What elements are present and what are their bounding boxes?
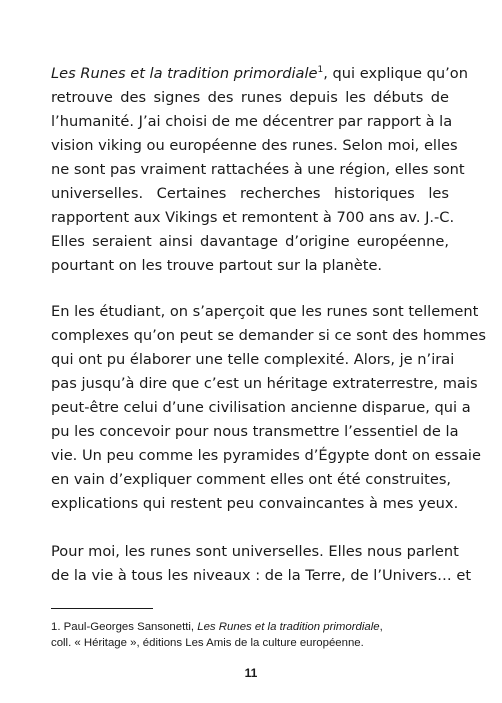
text-line: Elles seraient ainsi davantage d’origine européenne, (51, 233, 449, 250)
footnote-line: coll. « Héritage », éditions Les Amis de la culture européenne. (51, 637, 364, 649)
footnote-book-title: Les Runes et la tradition primordiale (197, 621, 380, 633)
footnote (51, 619, 451, 651)
text-line: rapportent aux Vikings et remontent à 700 ans av. J.-C. (51, 209, 455, 226)
text-line: Les Runes et la tradition primordiale$^1$, qui explique qu’on (51, 65, 468, 82)
text-line: En les étudiant, on s’aperçoit que les runes sont tellement (51, 303, 479, 320)
book-title-italic: Les Runes et la tradition primordiale (51, 65, 318, 82)
text-line: pu les concevoir pour nous transmettre l’essentiel de la (51, 423, 459, 440)
footnote-marker: 1 (317, 65, 324, 75)
text-line: explications qui restent peu convaincantes à mes yeux. (51, 495, 459, 512)
text-line: Pour moi, les runes sont universelles. Elles nous parlent (51, 543, 459, 560)
text-line: pourtant on les trouve partout sur la planète. (51, 257, 383, 274)
text-line: qui ont pu élaborer une telle complexité. Alors, je n’irai (51, 351, 455, 368)
text-line: ne sont pas vraiment rattachées à une région, elles sont (51, 161, 465, 178)
paragraph-2 (51, 300, 486, 516)
text-line: en vain d’expliquer comment elles ont été construites, (51, 471, 452, 488)
text-line: vie. Un peu comme les pyramides d’Égypte dont on essaie (51, 447, 481, 464)
text-line: peut-être celui d’une civilisation ancienne disparue, qui a (51, 399, 471, 416)
footnote-line: 1. Paul-Georges Sansonetti, Les Runes et la tradition primordiale, (51, 621, 383, 633)
text-line: pas jusqu’à dire que c’est un héritage extraterrestre, mais (51, 375, 478, 392)
text-line: l’humanité. J’ai choisi de me décentrer par rapport à la (51, 113, 453, 130)
text-line: complexes qu’on peut se demander si ce sont des hommes (51, 327, 486, 344)
paragraph-3 (51, 540, 472, 588)
text-line: universelles. Certaines recherches historiques les (51, 185, 449, 202)
page-number: 11 (244, 666, 258, 680)
text-line: retrouve des signes des runes depuis les débuts de (51, 89, 449, 106)
footnote-divider (51, 608, 153, 609)
text-line: de la vie à tous les niveaux : de la Terre, de l’Univers… et (51, 567, 472, 584)
paragraph-1 (51, 62, 468, 278)
text-line: vision viking ou européenne des runes. Selon moi, elles (51, 137, 458, 154)
